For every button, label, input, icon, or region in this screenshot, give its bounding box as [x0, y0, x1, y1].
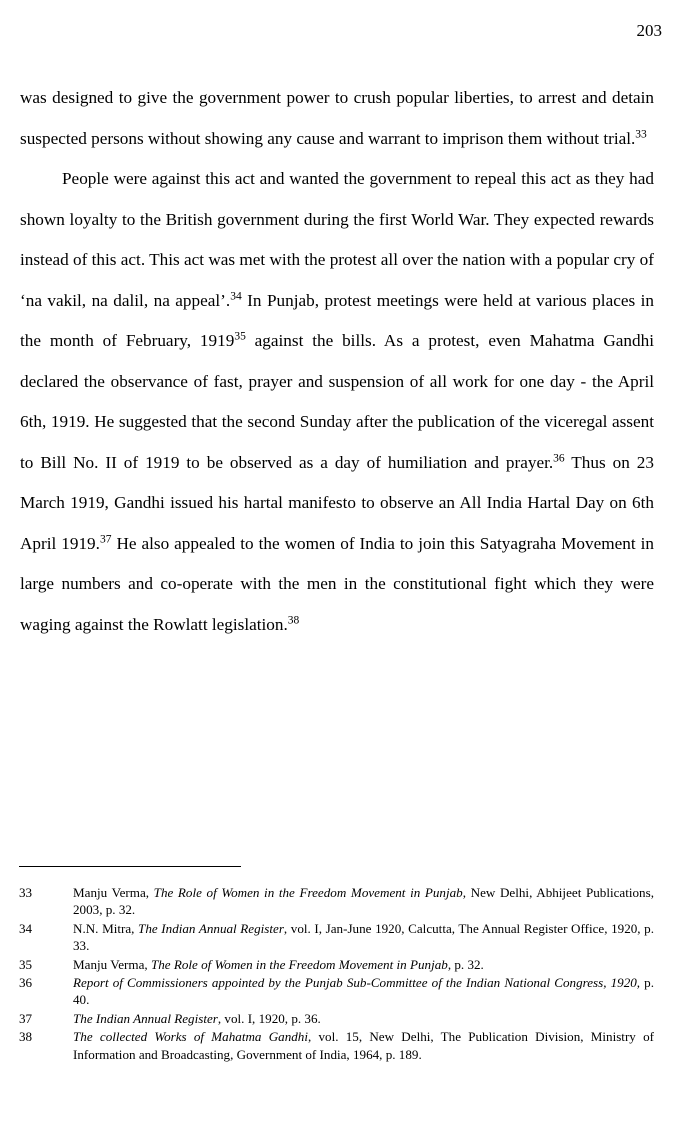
footnote-text	[73, 956, 654, 973]
footnote-item	[19, 884, 654, 919]
footnote-text-run: , vol. 15, New Delhi, The Publication Division, Ministry of Information and Broadcasting, Government of India, 1964, p. 189.	[73, 1029, 654, 1062]
footnote-text-run: Manju Verma,	[73, 885, 154, 900]
footnote-reference: 37	[99, 532, 112, 545]
footnote-item	[19, 920, 654, 955]
page-number: 203	[636, 21, 662, 40]
footnote-list	[19, 884, 654, 1064]
footnote-text-run: p. 40.	[73, 975, 654, 1008]
footnote-text-run: N.N. Mitra,	[73, 920, 139, 936]
footnote-title: Report of Commissioners appointed by the Punjab Sub-Committee of the Indian National Congress, 1920,	[73, 975, 641, 991]
text-run: In Punjab, protest meetings were held at various places in the month of February, 1919	[20, 290, 654, 350]
footnote-title: The Indian Annual Register	[138, 920, 284, 936]
footnote-reference: 35	[234, 330, 246, 343]
text-run: against the bills. As a protest, even Mahatma Gandhi declared the observance of fast, prayer and suspension of all work for one day - the April 6th, 1919. He suggested that the second Sunday after the publication of the viceregal assent to Bill No. II of 1919 to be observed as a day of humiliation and prayer.	[20, 331, 654, 472]
footnote-number: 36	[19, 975, 33, 991]
footnote-number: 35	[19, 956, 33, 972]
footnote-text-run: , vol. I, 1920, p. 36.	[217, 1010, 321, 1026]
footnote-item	[19, 974, 654, 1009]
footnote-text	[73, 974, 654, 1009]
footnote-item	[19, 1028, 654, 1063]
paragraph	[20, 159, 654, 645]
footnote-reference: 36	[553, 451, 565, 464]
footnote-title: The Role of Women in the Freedom Movement in Punjab	[153, 885, 463, 900]
text-run: Thus on 23 March 1919, Gandhi issued his hartal manifesto to observe an All India Hartal Day on 6th April 1919.	[20, 452, 654, 553]
text-run: He also appealed to the women of India to join this Satyagraha Movement in large numbers and co-operate with the men in the constitutional fight which they were waging against the Rowlatt legislation.	[20, 533, 654, 634]
footnote-reference: 34	[230, 289, 242, 302]
footnote-text-run: , New Delhi, Abhijeet Publications, 2003, p. 32.	[73, 885, 654, 918]
footnote-number: 34	[19, 920, 33, 936]
text-run: was designed to give the government power to crush popular liberties, to arrest and detain suspected persons without showing any cause and warrant to imprison them without trial.	[20, 88, 654, 148]
footnote-number: 38	[19, 1029, 33, 1045]
footnote-text-run: , p. 32.	[447, 956, 484, 972]
text-run: People were against this act and wanted the government to repeal this act as they had shown loyalty to the British government during the first World War. They expected rewards instead of this act. This act was met with the protest all over the nation with a popular cry of ‘na vakil, na dalil, na appeal’.	[20, 169, 654, 310]
paragraph	[20, 78, 654, 159]
footnote-number: 37	[19, 1010, 33, 1026]
footnote-separator-rule	[19, 866, 241, 867]
body-text	[20, 78, 654, 645]
footnote-reference: 38	[287, 613, 300, 626]
footnote-text-run: Manju Verma,	[73, 956, 151, 972]
footnote-reference: 33	[635, 127, 647, 140]
footnote-text	[73, 884, 654, 919]
footnote-title: The collected Works of Mahatma Gandhi	[73, 1029, 308, 1045]
footnote-item	[19, 1010, 654, 1027]
footnote-text-run: , vol. I, Jan-June 1920, Calcutta, The Annual Register Office, 1920, p. 33.	[73, 920, 655, 954]
footnote-text	[73, 1028, 654, 1063]
footnote-number: 33	[19, 885, 33, 900]
footnote-text	[73, 920, 654, 955]
footnote-title: The Indian Annual Register	[73, 1010, 218, 1026]
footnote-text	[73, 1010, 654, 1027]
footnote-title: The Role of Women in the Freedom Movement in Punjab	[150, 956, 448, 972]
footnote-item	[19, 956, 654, 973]
